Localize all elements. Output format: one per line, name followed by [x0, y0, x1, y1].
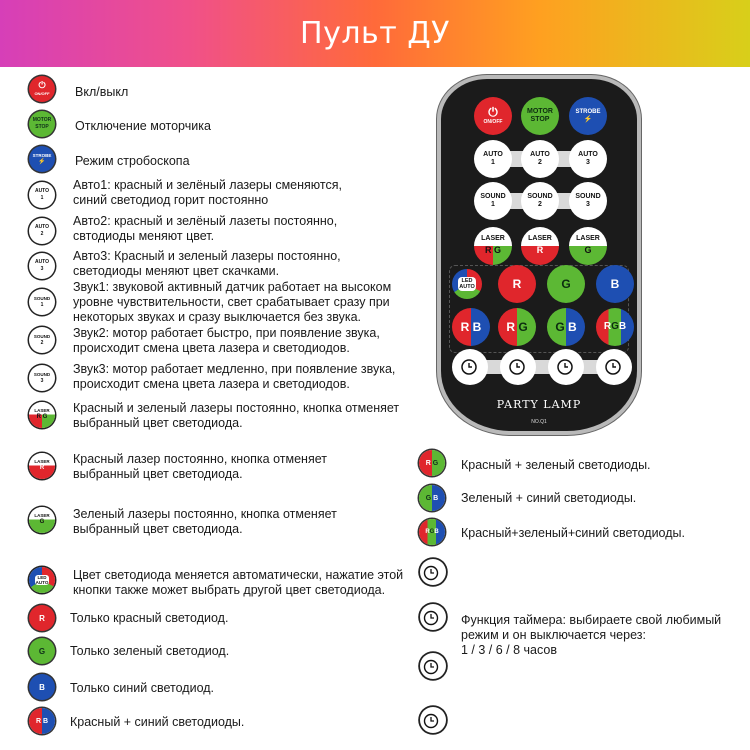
remote-laser-g-button[interactable]: LASER G	[569, 227, 607, 265]
auto2-desc: Авто2: красный и зелёный лазеты постоянно, свтодиоды меняют цвет.	[73, 214, 338, 243]
remote-sound2-button[interactable]: SOUND 2	[521, 182, 559, 220]
power-icon: ⏻ ON/OFF	[29, 76, 55, 102]
timer-desc-main: Функция таймера: выбираете свой любимый режим и он выключается через:	[461, 613, 722, 642]
page-title: Пульт ДУ	[300, 16, 450, 51]
remote-laser-rg-button[interactable]: LASER R G	[474, 227, 512, 265]
green-led-desc: Только зеленый светодиод.	[70, 644, 230, 658]
remote-blue-button[interactable]: B	[596, 265, 634, 303]
remote-led-auto-button[interactable]: LED AUTO	[452, 269, 482, 299]
led-auto-icon: LED AUTO	[29, 567, 55, 593]
remote-model: NO.Q1	[531, 419, 547, 425]
sound2-icon: SOUND 2	[29, 327, 55, 353]
green-blue-led-desc: Зеленый + синий светодиоды.	[461, 491, 637, 505]
laser-r-desc: Красный лазер постоянно, кнопка отменяет выбранный цвет светодиода.	[73, 452, 327, 481]
remote-timer-1-button[interactable]	[452, 349, 488, 385]
onoff-desc: Вкл/выкл	[75, 85, 129, 99]
laser-g-icon: LASER G	[29, 507, 55, 533]
laser-g-desc: Зеленый лазеры постоянно, кнопка отменяет выбранный цвет светодиода.	[73, 507, 337, 536]
timer-1h-icon	[420, 559, 446, 585]
auto1-desc: Авто1: красный и зелёный лазеры сменяются, синий светодиод горит постоянно	[73, 178, 342, 207]
timer-8h-icon	[420, 707, 446, 733]
remote-gb-button[interactable]: G B	[547, 308, 585, 346]
laser-rg-desc: Красный и зеленый лазеры постоянно, кнопка отменяет выбранный цвет светодиода.	[73, 401, 400, 430]
remote-strobe-button[interactable]: STROBE ⚡	[569, 97, 607, 135]
auto3-icon: AUTO 3	[29, 253, 55, 279]
timer-6h-icon	[420, 653, 446, 679]
red-green-led-desc: Красный + зеленый светодиоды.	[461, 458, 651, 472]
timer-3h-icon	[420, 604, 446, 630]
rgb-led-icon: RGB	[419, 519, 445, 545]
remote-auto1-button[interactable]: AUTO 1	[474, 140, 512, 178]
timer-desc	[461, 613, 736, 658]
sound1-icon: SOUND 1	[29, 289, 55, 315]
motor-desc: Отключение моторчика	[75, 119, 211, 133]
sound2-desc: Звук2: мотор работает быстро, при появление звука, происходит смена цвета лазера и светодиодов.	[73, 326, 380, 355]
rgb-led-desc: Красный+зеленый+синий светодиоды.	[461, 526, 685, 540]
blue-led-icon: B	[29, 674, 55, 700]
remote-brand: PARTY LAMP	[496, 398, 582, 411]
remote-auto2-button[interactable]: AUTO 2	[521, 140, 559, 178]
remote-red-button[interactable]: R	[498, 265, 536, 303]
remote-green-button[interactable]: G	[547, 265, 585, 303]
remote-rg-button[interactable]: R G	[498, 308, 536, 346]
red-led-desc: Только красный светодиод.	[70, 611, 229, 625]
remote-motor-stop-button[interactable]: MOTOR STOP	[521, 97, 559, 135]
remote-timer-8-button[interactable]	[596, 349, 632, 385]
auto2-icon: AUTO 2	[29, 218, 55, 244]
remote-onoff-button[interactable]: ⏻ ON/OFF	[474, 97, 512, 135]
red-blue-led-icon: R B	[29, 708, 55, 734]
motor-stop-icon: MOTOR STOP	[29, 111, 55, 137]
red-blue-led-desc: Красный + синий светодиоды.	[70, 715, 245, 729]
auto3-desc: Авто3: Красный и зеленый лазеры постоянно, светодиоды меняют цвет скачками.	[73, 249, 341, 278]
remote-rb-button[interactable]: R B	[452, 308, 490, 346]
laser-rg-icon: LASER R G	[29, 402, 55, 428]
remote-timer-6-button[interactable]	[548, 349, 584, 385]
led-auto-desc: Цвет светодиода меняется автоматически, нажатие этой кнопки также может выбрать другой цвет светодиода.	[73, 568, 404, 597]
remote-timer-3-button[interactable]	[500, 349, 536, 385]
red-green-led-icon: R G	[419, 450, 445, 476]
blue-led-desc: Только синий светодиод.	[70, 681, 215, 695]
green-led-icon: G	[29, 638, 55, 664]
green-blue-led-icon: G B	[419, 485, 445, 511]
remote-control	[441, 79, 637, 431]
remote-rgb-button[interactable]: RGB	[596, 308, 634, 346]
page-header	[0, 0, 750, 67]
timer-connector	[467, 360, 611, 374]
sound1-desc: Звук1: звуковой активный датчик работает на высоком уровне чувствительности, свет срабатывает сразу при некоторых звуках и сразу выключается без звука.	[73, 280, 392, 324]
auto1-icon: AUTO 1	[29, 182, 55, 208]
remote-sound3-button[interactable]: SOUND 3	[569, 182, 607, 220]
laser-r-icon: LASER R	[29, 453, 55, 479]
remote-auto3-button[interactable]: AUTO 3	[569, 140, 607, 178]
sound3-desc: Звук3: мотор работает медленно, при появление звука, происходит смена цвета лазера и светодиодов.	[73, 362, 396, 391]
strobe-icon: STROBE ⚡	[29, 146, 55, 172]
remote-laser-r-button[interactable]: LASER R	[521, 227, 559, 265]
timer-desc-hours: 1 / 3 / 6 / 8 часов	[461, 643, 557, 657]
remote-sound1-button[interactable]: SOUND 1	[474, 182, 512, 220]
sound3-icon: SOUND 3	[29, 365, 55, 391]
strobe-desc: Режим стробоскопа	[75, 154, 190, 168]
red-led-icon: R	[29, 605, 55, 631]
